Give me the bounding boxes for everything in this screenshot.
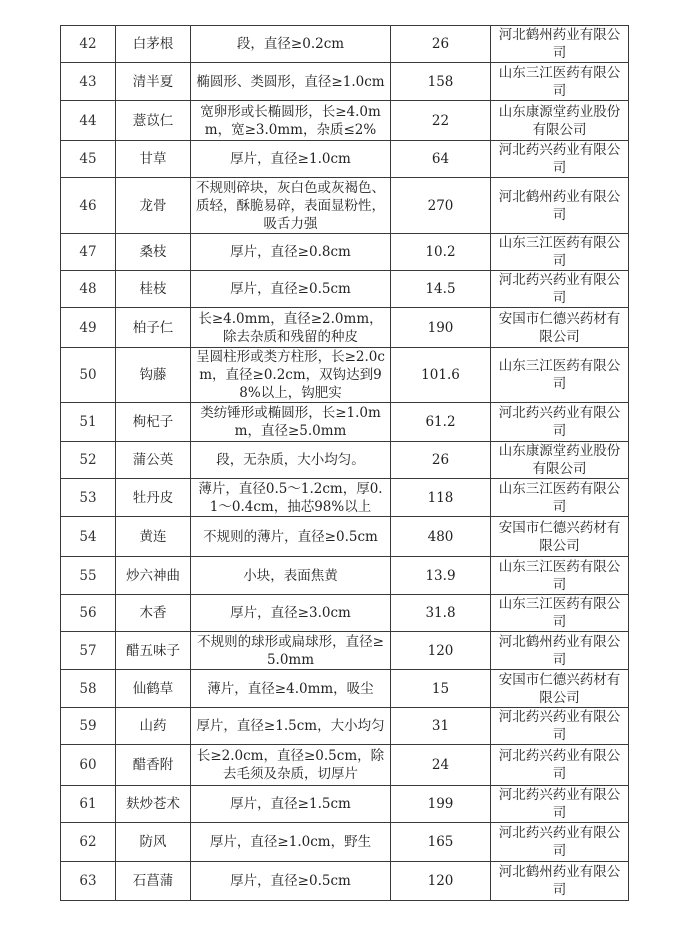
herb-name: 山药 <box>116 708 191 745</box>
herb-name: 白茅根 <box>116 26 191 63</box>
supplier-company: 山东三江医药有限公司 <box>491 348 629 403</box>
table-row <box>61 557 629 595</box>
table-row <box>61 517 629 557</box>
herb-name: 防风 <box>116 823 191 862</box>
herb-spec: 段，无杂质，大小均匀。 <box>191 442 391 479</box>
row-number: 60 <box>61 745 116 786</box>
herb-spec: 厚片，直径≥0.5cm <box>191 862 391 901</box>
row-number: 44 <box>61 101 116 141</box>
herb-price: 61.2 <box>391 403 491 442</box>
herb-name: 清半夏 <box>116 63 191 101</box>
row-number: 50 <box>61 348 116 403</box>
table-row <box>61 141 629 178</box>
herb-price: 31 <box>391 708 491 745</box>
supplier-company: 山东三江医药有限公司 <box>491 595 629 632</box>
herb-price: 101.6 <box>391 348 491 403</box>
supplier-company: 河北药兴药业有限公司 <box>491 141 629 178</box>
herb-spec: 厚片，直径≥3.0cm <box>191 595 391 632</box>
herb-name: 龙骨 <box>116 178 191 234</box>
supplier-company: 安国市仁德兴药材有限公司 <box>491 670 629 708</box>
table-row <box>61 862 629 901</box>
herb-name: 甘草 <box>116 141 191 178</box>
supplier-company: 安国市仁德兴药材有限公司 <box>491 308 629 348</box>
table-row <box>61 670 629 708</box>
table-row <box>61 234 629 271</box>
row-number: 45 <box>61 141 116 178</box>
supplier-company: 山东三江医药有限公司 <box>491 557 629 595</box>
supplier-company: 河北鹤州药业有限公司 <box>491 26 629 63</box>
herb-price: 199 <box>391 786 491 823</box>
herb-name: 桑枝 <box>116 234 191 271</box>
herb-name: 麸炒苍术 <box>116 786 191 823</box>
herb-price: 22 <box>391 101 491 141</box>
supplier-company: 河北药兴药业有限公司 <box>491 403 629 442</box>
row-number: 58 <box>61 670 116 708</box>
herb-spec: 段，直径≥0.2cm <box>191 26 391 63</box>
row-number: 48 <box>61 271 116 308</box>
herb-spec: 厚片，直径≥0.8cm <box>191 234 391 271</box>
table-row <box>61 348 629 403</box>
herb-name: 柏子仁 <box>116 308 191 348</box>
herb-spec: 长≥2.0cm，直径≥0.5cm，除去毛须及杂质，切厚片 <box>191 745 391 786</box>
row-number: 42 <box>61 26 116 63</box>
supplier-company: 河北药兴药业有限公司 <box>491 745 629 786</box>
herb-price: 14.5 <box>391 271 491 308</box>
table-row <box>61 308 629 348</box>
row-number: 52 <box>61 442 116 479</box>
supplier-company: 河北鹤州药业有限公司 <box>491 862 629 901</box>
herb-price: 10.2 <box>391 234 491 271</box>
herb-spec: 不规则的薄片，直径≥0.5cm <box>191 517 391 557</box>
supplier-company: 山东三江医药有限公司 <box>491 234 629 271</box>
table-row <box>61 26 629 63</box>
herb-price: 480 <box>391 517 491 557</box>
herb-name: 醋香附 <box>116 745 191 786</box>
herb-spec-table <box>60 25 629 901</box>
row-number: 43 <box>61 63 116 101</box>
supplier-company: 河北鹤州药业有限公司 <box>491 178 629 234</box>
herb-spec: 厚片，直径≥1.5cm，大小均匀 <box>191 708 391 745</box>
herb-spec: 不规则的球形或扁球形，直径≥5.0mm <box>191 632 391 670</box>
table-row <box>61 442 629 479</box>
herb-name: 薏苡仁 <box>116 101 191 141</box>
herb-spec: 厚片，直径≥1.0cm <box>191 141 391 178</box>
herb-price: 158 <box>391 63 491 101</box>
row-number: 56 <box>61 595 116 632</box>
herb-price: 15 <box>391 670 491 708</box>
herb-name: 桂枝 <box>116 271 191 308</box>
herb-price: 190 <box>391 308 491 348</box>
herb-price: 270 <box>391 178 491 234</box>
table-row <box>61 403 629 442</box>
supplier-company: 河北药兴药业有限公司 <box>491 708 629 745</box>
table-row <box>61 823 629 862</box>
supplier-company: 山东康源堂药业股份有限公司 <box>491 442 629 479</box>
row-number: 55 <box>61 557 116 595</box>
row-number: 61 <box>61 786 116 823</box>
herb-price: 120 <box>391 862 491 901</box>
herb-name: 炒六神曲 <box>116 557 191 595</box>
row-number: 47 <box>61 234 116 271</box>
supplier-company: 山东三江医药有限公司 <box>491 479 629 517</box>
herb-spec: 长≥4.0mm，直径≥2.0mm，除去杂质和残留的种皮 <box>191 308 391 348</box>
row-number: 46 <box>61 178 116 234</box>
herb-spec: 厚片，直径≥0.5cm <box>191 271 391 308</box>
row-number: 54 <box>61 517 116 557</box>
herb-spec: 小块，表面焦黄 <box>191 557 391 595</box>
herb-name: 醋五味子 <box>116 632 191 670</box>
table-row <box>61 786 629 823</box>
row-number: 62 <box>61 823 116 862</box>
herb-spec: 不规则碎块，灰白色或灰褐色、质轻，酥脆易碎，表面显粉性，吸舌力强 <box>191 178 391 234</box>
row-number: 51 <box>61 403 116 442</box>
herb-price: 24 <box>391 745 491 786</box>
row-number: 57 <box>61 632 116 670</box>
herb-spec: 薄片，直径0.5～1.2cm，厚0.1～0.4cm，抽芯98%以上 <box>191 479 391 517</box>
table-row <box>61 479 629 517</box>
herb-spec: 椭圆形、类圆形，直径≥1.0cm <box>191 63 391 101</box>
herb-name: 黄连 <box>116 517 191 557</box>
herb-name: 石菖蒲 <box>116 862 191 901</box>
herb-name: 枸杞子 <box>116 403 191 442</box>
table-row <box>61 745 629 786</box>
row-number: 59 <box>61 708 116 745</box>
herb-spec: 呈圆柱形或类方柱形，长≥2.0cm，直径≥0.2cm，双钩达到98%以上，钩肥实 <box>191 348 391 403</box>
herb-spec: 厚片，直径≥1.5cm <box>191 786 391 823</box>
table-row <box>61 595 629 632</box>
herb-spec: 薄片，直径≥4.0mm，吸尘 <box>191 670 391 708</box>
herb-price: 31.8 <box>391 595 491 632</box>
herb-price: 64 <box>391 141 491 178</box>
herb-price: 118 <box>391 479 491 517</box>
table-row <box>61 101 629 141</box>
table-body <box>61 26 629 901</box>
row-number: 49 <box>61 308 116 348</box>
herb-name: 仙鹤草 <box>116 670 191 708</box>
supplier-company: 河北药兴药业有限公司 <box>491 786 629 823</box>
supplier-company: 河北鹤州药业有限公司 <box>491 632 629 670</box>
supplier-company: 河北药兴药业有限公司 <box>491 823 629 862</box>
row-number: 63 <box>61 862 116 901</box>
table-row <box>61 63 629 101</box>
table-row <box>61 271 629 308</box>
herb-name: 蒲公英 <box>116 442 191 479</box>
herb-name: 钩藤 <box>116 348 191 403</box>
supplier-company: 安国市仁德兴药材有限公司 <box>491 517 629 557</box>
table-row <box>61 708 629 745</box>
supplier-company: 河北药兴药业有限公司 <box>491 271 629 308</box>
herb-price: 165 <box>391 823 491 862</box>
herb-price: 13.9 <box>391 557 491 595</box>
herb-spec: 类纺锤形或椭圆形，长≥1.0mm，直径≥5.0mm <box>191 403 391 442</box>
herb-spec: 厚片，直径≥1.0cm，野生 <box>191 823 391 862</box>
supplier-company: 山东三江医药有限公司 <box>491 63 629 101</box>
supplier-company: 山东康源堂药业股份有限公司 <box>491 101 629 141</box>
herb-price: 26 <box>391 442 491 479</box>
herb-price: 26 <box>391 26 491 63</box>
row-number: 53 <box>61 479 116 517</box>
herb-name: 木香 <box>116 595 191 632</box>
table-row <box>61 632 629 670</box>
herb-price: 120 <box>391 632 491 670</box>
herb-spec: 宽卵形或长椭圆形，长≥4.0mm，宽≥3.0mm，杂质≤2% <box>191 101 391 141</box>
herb-name: 牡丹皮 <box>116 479 191 517</box>
table-row <box>61 178 629 234</box>
